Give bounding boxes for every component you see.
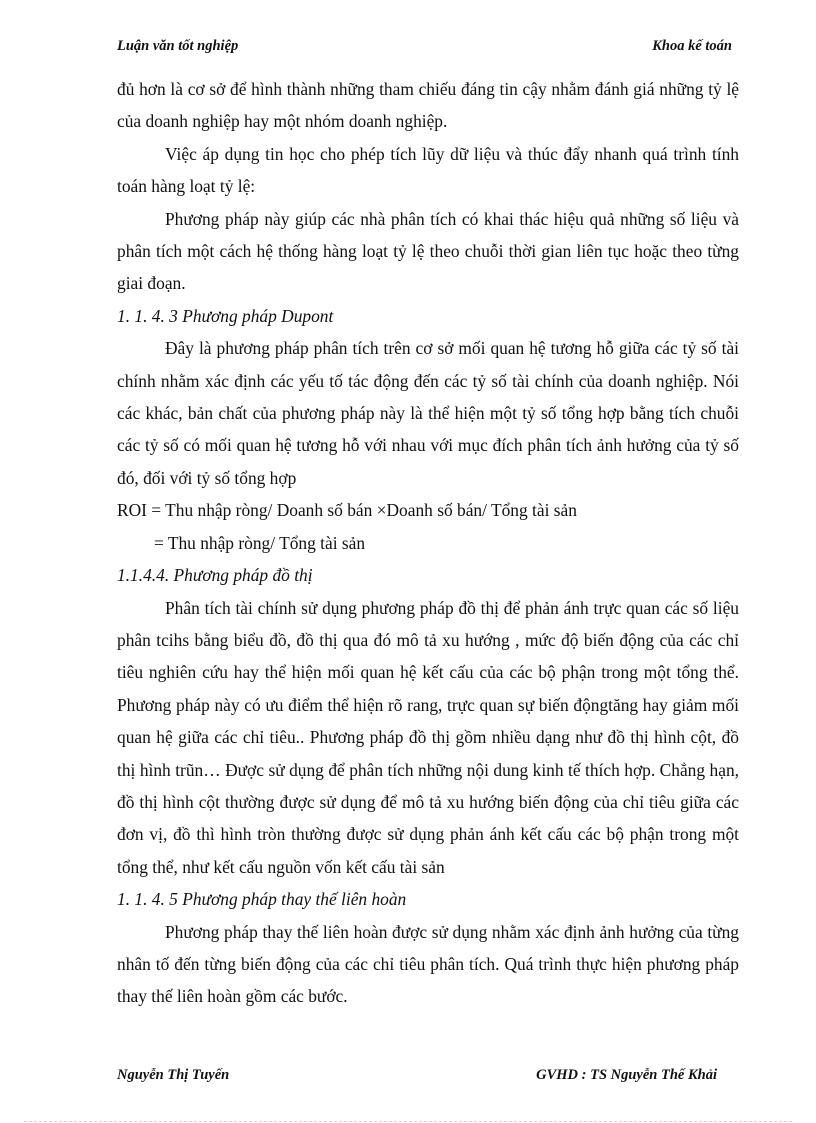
header-thesis-title: Luận văn tốt nghiệp [117, 38, 239, 54]
header-department: Khoa kế toán [652, 38, 732, 54]
page-boundary-line [24, 1121, 792, 1122]
footer-supervisor: GVHD : TS Nguyễn Thế Khải [536, 1067, 717, 1083]
paragraph-computer-application: Việc áp dụng tin học cho phép tích lũy dữ liệu và thúc đẩy nhanh quá trình tính toán hàng loạt tỷ lệ: [117, 143, 739, 197]
formula-roi-result: = Thu nhập ròng/ Tổng tài sản [154, 532, 366, 553]
paragraph-graph-method: Phân tích tài chính sử dụng phương pháp đồ thị để phản ánh trực quan các số liệu phân tcihs bằng biểu đồ, đồ thị qua đó mô tả xu hướng , mức độ biến động của các chỉ tiêu nghiên cứu hay thể hiện mối quan hệ kết cấu của các bộ phận trong một tổng thể. Phương pháp này có ưu điểm thể hiện rõ rang, trực quan sự biến độngtăng hay giảm mối quan hệ giữa các chỉ tiêu.. Phương pháp đồ thị gồm nhiều dạng như đồ thị hình cột, đồ thị hình trũn… Được sử dụng để phân tích những nội dung kinh tế thích hợp. Chẳng hạn, đồ thị hình cột thường được sử dụng để mô tả xu hướng biến động của chỉ tiêu giữa các đơn vị, đồ thì hình tròn thường được sử dụng phản ánh kết cấu các bộ phận trong một tổng thể, như kết cấu nguồn vốn kết cấu tài sản [117, 597, 739, 877]
paragraph-dupont: Đây là phương pháp phân tích trên cơ sở mối quan hệ tương hỗ giữa các tỷ số tài chính nhằm xác định các yếu tố tác động đến các tỷ số tài chính của doanh nghiệp. Nói các khác, bản chất của phương pháp này là thể hiện một tỷ số tổng hợp bằng tích chuỗi các tỷ số có mối quan hệ tương hỗ với nhau với mục đích phân tích ảnh hưởng của tỷ số đó, đối với tỷ số tổng hợp [117, 338, 739, 488]
heading-dupont: 1. 1. 4. 3 Phương pháp Dupont [117, 305, 334, 326]
page-header [117, 38, 732, 60]
page-body [117, 73, 739, 1013]
page-footer [117, 1067, 717, 1089]
paragraph-method-benefit: Phương pháp này giúp các nhà phân tích có khai thác hiệu quả những số liệu và phân tích một cách hệ thống hàng loạt tỷ lệ theo chuỗi thời gian liên tục hoặc theo từng giai đoạn. [117, 208, 739, 294]
formula-roi: ROI = Thu nhập ròng/ Doanh số bán ×Doanh số bán/ Tổng tài sản [117, 500, 577, 521]
heading-graph-method: 1.1.4.4. Phương pháp đồ thị [117, 565, 313, 586]
heading-chain-substitution: 1. 1. 4. 5 Phương pháp thay thế liên hoàn [117, 889, 407, 910]
footer-author: Nguyễn Thị Tuyến [117, 1067, 230, 1083]
paragraph-continuation: đủ hơn là cơ sở để hình thành những tham chiếu đáng tin cậy nhằm đánh giá những tỷ lệ của doanh nghiệp hay một nhóm doanh nghiệp. [117, 79, 739, 132]
paragraph-chain-substitution: Phương pháp thay thế liên hoàn được sử dụng nhằm xác định ảnh hưởng của từng nhân tố đến từng biến động của các chỉ tiêu phân tích. Quá trình thực hiện phương pháp thay thế liên hoàn gồm các bước. [117, 921, 739, 1007]
